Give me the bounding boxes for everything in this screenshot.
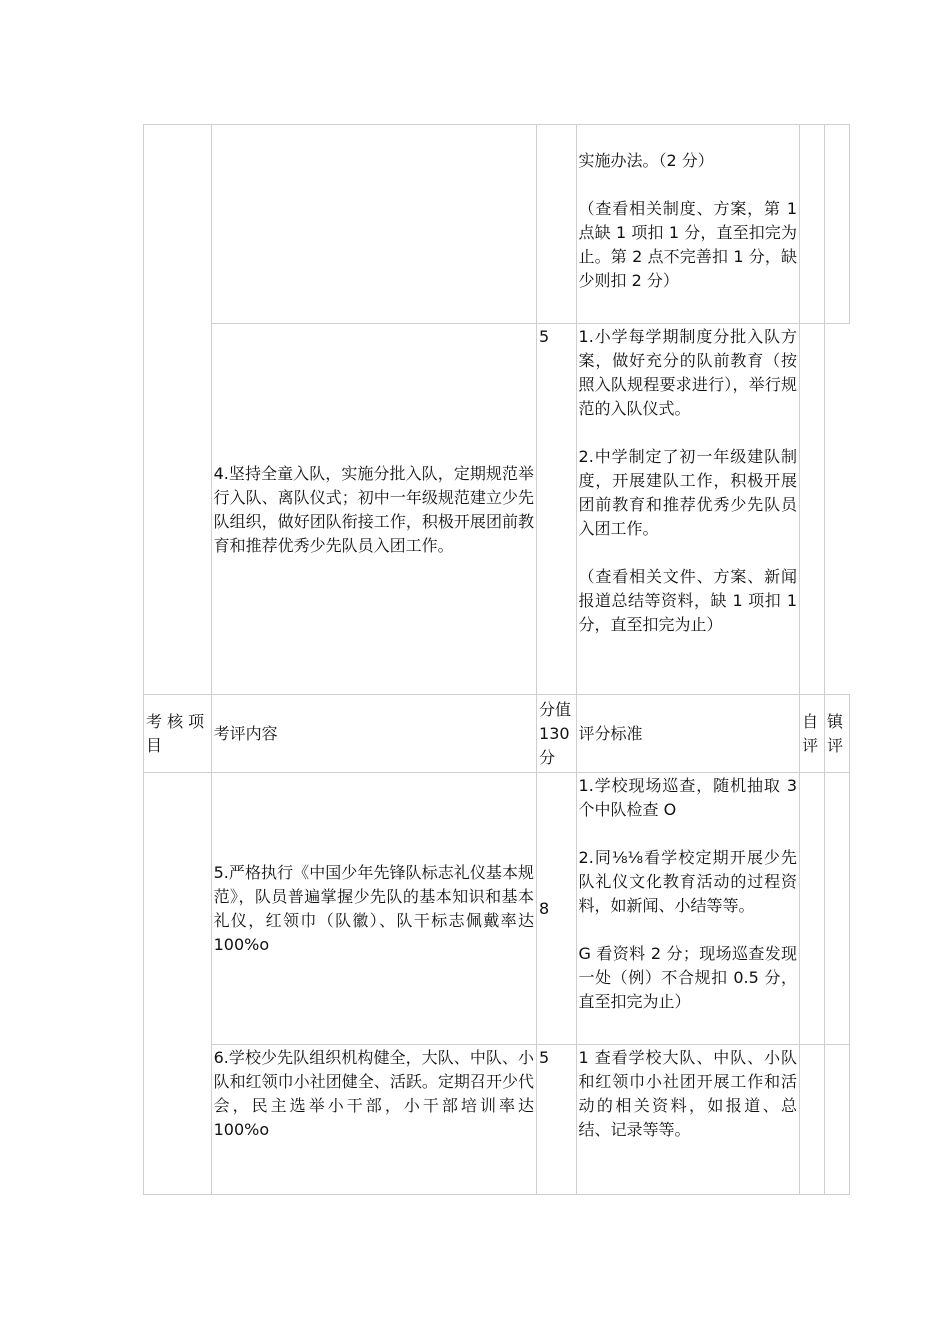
header-score bbox=[537, 695, 577, 773]
town-eval-cell bbox=[825, 125, 850, 324]
header-standard-label: 评分标准 bbox=[578, 724, 643, 743]
item-cell-empty bbox=[144, 125, 212, 695]
score-cell bbox=[537, 773, 577, 1045]
header-self-eval-label: 自 评 bbox=[802, 712, 824, 755]
standard-line: 1 查看学校大队、中队、小队和红领巾小社团开展工作和活动的相关资料，如报道、总结、记录等等。 bbox=[578, 1048, 798, 1139]
content-cell bbox=[211, 324, 536, 695]
standard-cell bbox=[576, 773, 803, 1045]
town-eval-cell bbox=[825, 324, 850, 695]
content-cell bbox=[211, 125, 536, 324]
standard-line: 1.小学每学期制度分批入队方案，做好充分的队前教育（按照入队规程要求进行），举行规范的入队仪式。 bbox=[578, 327, 798, 418]
table-row bbox=[144, 125, 850, 324]
self-eval-cell bbox=[800, 1045, 825, 1195]
content-cell bbox=[211, 1045, 540, 1195]
header-standard bbox=[576, 695, 800, 773]
evaluation-table bbox=[143, 124, 850, 1195]
header-content-label: 考评内容 bbox=[213, 724, 278, 743]
content-cell bbox=[211, 773, 540, 1045]
score-cell bbox=[537, 1045, 577, 1195]
standard-line: 实施办法。（2 分） bbox=[578, 151, 714, 170]
header-item-label: 考 核 项 目 bbox=[146, 712, 210, 755]
header-content bbox=[211, 695, 536, 773]
header-town-eval bbox=[825, 695, 850, 773]
self-eval-cell bbox=[800, 324, 825, 695]
town-eval-cell bbox=[825, 773, 850, 1045]
standard-line: （查看相关制度、方案，第 1 点缺 1 项扣 1 分，直至扣完为止。第 2 点不完善扣 1 分，缺少则扣 2 分） bbox=[578, 199, 803, 290]
standard-line: G 看资料 2 分；现场巡查发现一处（例）不合规扣 0.5 分，直至扣完为止） bbox=[578, 944, 798, 1011]
score-value: 8 bbox=[539, 899, 550, 918]
content-text: 6.学校少先队组织机构健全，大队、中队、小队和红领巾小社团健全、活跃。定期召开少代会，民主选举小干部，小干部培训率达 100%o bbox=[213, 1048, 540, 1139]
score-value: 5 bbox=[539, 327, 550, 346]
standard-cell bbox=[576, 125, 803, 324]
table-header-row bbox=[144, 695, 850, 773]
content-text: 4.坚持全童入队，实施分批入队，定期规范举行入队、离队仪式；初中一年级规范建立少先队组织，做好团队衔接工作，积极开展团前教育和推荐优秀少先队员入团工作。 bbox=[213, 463, 535, 555]
self-eval-cell bbox=[800, 125, 825, 324]
table-row bbox=[144, 324, 850, 695]
town-eval-cell bbox=[825, 1045, 850, 1195]
score-value: 5 bbox=[539, 1048, 550, 1067]
item-cell-empty bbox=[144, 773, 212, 1195]
header-score-label: 分值 130 分 bbox=[539, 700, 577, 767]
content-text: 5.严格执行《中国少年先锋队标志礼仪基本规范》，队员普遍掌握少先队的基本知识和基本礼仪，红领巾（队徽）、队干标志佩戴率达 100%o bbox=[213, 863, 540, 954]
standard-line: （查看相关文件、方案、新闻报道总结等资料，缺 1 项扣 1 分，直至扣完为止） bbox=[578, 567, 803, 634]
standard-cell bbox=[576, 324, 803, 695]
score-cell bbox=[537, 324, 577, 695]
table-row bbox=[144, 773, 850, 1045]
table-row bbox=[144, 1045, 850, 1195]
score-cell bbox=[537, 125, 577, 324]
self-eval-cell bbox=[800, 773, 825, 1045]
header-self-eval bbox=[800, 695, 825, 773]
standard-line: 1.学校现场巡查，随机抽取 3 个中队检查 O bbox=[578, 776, 803, 819]
standard-cell bbox=[576, 1045, 800, 1195]
standard-line: 2.中学制定了初一年级建队制度，开展建队工作，积极开展团前教育和推荐优秀少先队员入团工作。 bbox=[578, 447, 798, 538]
header-item bbox=[144, 695, 212, 773]
header-town-eval-label: 镇 评 bbox=[827, 712, 849, 755]
standard-line: 2.同⅛⅛看学校定期开展少先队礼仪文化教育活动的过程资料，如新闻、小结等等。 bbox=[578, 848, 798, 915]
